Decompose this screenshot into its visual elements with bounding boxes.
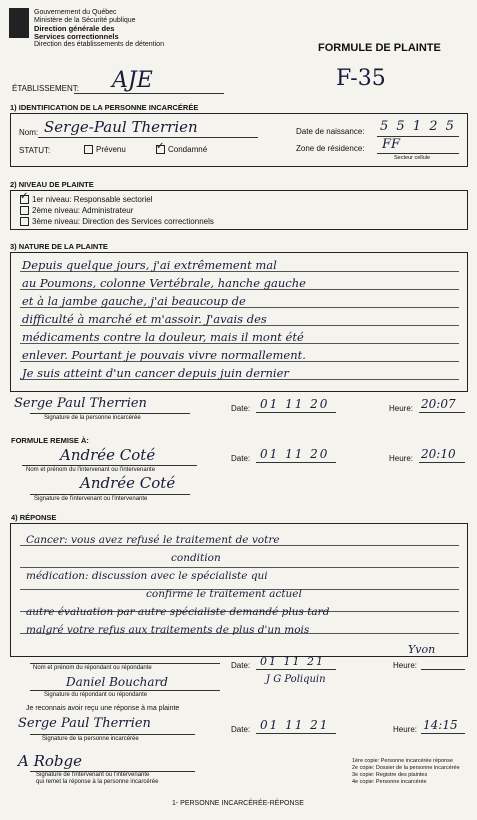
condamne-label: Condamné (168, 145, 208, 154)
remise-name-field[interactable]: Andrée Coté (60, 446, 156, 464)
recu-title: Je reconnais avoir reçu une réponse à ma plainte (26, 705, 180, 712)
repondant-extra-signature: J G Poliquin (266, 674, 326, 685)
reponse-line: Cancer: vous avez refusé le traitement de votre (26, 534, 280, 546)
remet-caption-line: qui remet la réponse à la personne incarcérée (36, 779, 159, 785)
sig1-date-label: Date: (231, 404, 251, 413)
reponse-initial: Yvon (408, 643, 436, 656)
repondant-name-field[interactable]: Daniel Bouchard (66, 675, 168, 689)
recu-signature-caption: Signature de la personne incarcérée (42, 736, 139, 742)
reponse-date-field[interactable]: 01 11 21 (260, 655, 325, 668)
copy-item (352, 765, 460, 772)
dob-field[interactable]: 5 5 1 2 5 (380, 119, 456, 134)
inmate-signature-caption: Signature de la personne incarcérée (44, 415, 141, 421)
reponse-line: médication: discussion avec le spécialiste qui (26, 570, 268, 582)
establishment-label: ÉTABLISSEMENT: (12, 84, 79, 93)
nature-line: et à la jambe gauche, j'ai beaucoup de (22, 294, 246, 308)
nature-line: difficulté à marché et m'assoir. J'avais des (22, 312, 267, 326)
prevenu-label: Prévenu (96, 145, 126, 154)
footer-copy-label: 1- PERSONNE INCARCÉRÉE-RÉPONSE (172, 800, 304, 807)
sig1-time-label: Heure: (389, 404, 414, 413)
condamne-checkbox[interactable] (156, 145, 165, 154)
repondant-name-caption: Nom et prénom du répondant ou répondante (33, 665, 152, 671)
remet-caption (36, 772, 158, 786)
remet-signature[interactable]: A Robge (18, 752, 83, 770)
recu-time-label: Heure: (393, 725, 418, 734)
status-label: STATUT: (19, 146, 51, 155)
name-field[interactable]: Serge-Paul Therrien (44, 118, 198, 136)
copy-mark: 4e (352, 779, 359, 785)
reponse-line: malgré votre refus aux traitements de plus d'un mois (26, 624, 310, 636)
zone-field[interactable]: FF (382, 137, 401, 152)
gov-line: Services correctionnels (34, 32, 119, 41)
copy-mark: 2e (352, 765, 359, 771)
status-prevenu-option[interactable] (84, 145, 126, 154)
reponse-date-label: Date: (231, 661, 251, 670)
gov-line: Direction des établissements de détention (34, 41, 164, 48)
remet-caption-line: Signature de l'intervenant ou l'intervenante (36, 772, 150, 778)
copy-mark: 1ère (352, 758, 364, 764)
remise-title: FORMULE REMISE À: (11, 436, 89, 445)
recu-time-field[interactable]: 14:15 (423, 718, 458, 732)
recu-signature[interactable]: Serge Paul Therrien (18, 716, 151, 731)
copy-item (352, 779, 460, 786)
recu-date-field[interactable]: 01 11 21 (260, 718, 330, 732)
reponse-line: confirme le traitement actuel (146, 588, 302, 600)
remise-time-field[interactable]: 20:10 (421, 447, 456, 461)
niveau-2-checkbox[interactable] (20, 206, 29, 215)
niveau-1-label: 1er niveau: Responsable sectoriel (32, 195, 153, 204)
status-condamne-option[interactable] (156, 145, 207, 154)
reponse-time-label: Heure: (393, 661, 418, 670)
reponse-line: condition (171, 552, 221, 564)
copy-item (352, 758, 460, 765)
establishment-value[interactable]: AJE (112, 68, 153, 93)
sig1-date-field[interactable]: 01 11 20 (260, 397, 330, 411)
remise-time-label: Heure: (389, 454, 414, 463)
inmate-signature[interactable]: Serge Paul Therrien (14, 396, 147, 411)
remise-signature-caption: Signature de l'intervenant ou l'intervenante (34, 496, 148, 502)
recu-date-label: Date: (231, 725, 251, 734)
form-code: F-35 (336, 66, 386, 91)
niveau-2-label: 2ème niveau: Administrateur (32, 206, 134, 215)
nature-text[interactable] (22, 256, 306, 382)
copy-text: copie: Registre des plaintes (359, 772, 428, 778)
niveau-list (20, 194, 214, 227)
quebec-fleur-de-lis-logo (9, 8, 29, 38)
copy-item (352, 772, 460, 779)
remise-signature[interactable]: Andrée Coté (80, 474, 176, 492)
copy-text: copie: Dossier de la personne incarcérée (359, 765, 460, 771)
form-title: FORMULE DE PLAINTE (318, 42, 441, 54)
copy-text: copie: Personne incarcérée (359, 779, 427, 785)
nature-line: enlever. Pourtant je pouvais vivre normallement. (22, 348, 306, 362)
repondant-signature-caption: Signature du répondant ou répondante (44, 692, 148, 698)
section-niveau-title: 2) NIVEAU DE PLAINTE (10, 180, 94, 189)
nature-line: au Poumons, colonne Vertébrale, hanche gauche (22, 276, 306, 290)
copy-text: copie: Personne incarcérée réponse (364, 758, 453, 764)
gov-line: Ministère de la Sécurité publique (34, 17, 136, 24)
niveau-1-checkbox[interactable] (20, 195, 29, 204)
copy-mark: 3e (352, 772, 359, 778)
name-label: Nom: (19, 128, 39, 137)
niveau-item-3[interactable] (20, 216, 214, 227)
section-identification-title: 1) IDENTIFICATION DE LA PERSONNE INCARCÉRÉE (10, 103, 199, 112)
reponse-line: autre évaluation par autre spécialiste demandé plus tard (26, 606, 330, 618)
government-header (34, 9, 164, 49)
prevenu-checkbox[interactable] (84, 145, 93, 154)
reponse-text[interactable] (26, 531, 329, 639)
copies-list (352, 758, 460, 786)
nature-line: médicaments contre la douleur, mais il mont été (22, 330, 304, 344)
sig1-time-field[interactable]: 20:07 (421, 397, 456, 411)
remise-name-caption: Nom et prénom du l'intervenant ou l'intervenante (26, 467, 156, 473)
dob-label: Date de naissance: (296, 127, 365, 136)
niveau-item-2[interactable] (20, 205, 214, 216)
zone-label: Zone de résidence: (296, 144, 365, 153)
nature-line: Je suis atteint d'un cancer depuis juin dernier (22, 366, 289, 380)
niveau-3-checkbox[interactable] (20, 217, 29, 226)
zone-caption: Secteur cellule (394, 155, 431, 161)
gov-line: Gouvernement du Québec (34, 9, 117, 16)
nature-line: Depuis quelque jours, j'ai extrêmement mal (22, 258, 277, 272)
gov-line: Direction générale des (34, 24, 115, 33)
niveau-3-label: 3ème niveau: Direction des Services correctionnels (32, 217, 214, 226)
section-reponse-title: 4) RÉPONSE (11, 513, 57, 522)
section-nature-title: 3) NATURE DE LA PLAINTE (10, 242, 108, 251)
remise-date-label: Date: (231, 454, 251, 463)
niveau-item-1[interactable] (20, 194, 214, 205)
remise-date-field[interactable]: 01 11 20 (260, 447, 330, 461)
